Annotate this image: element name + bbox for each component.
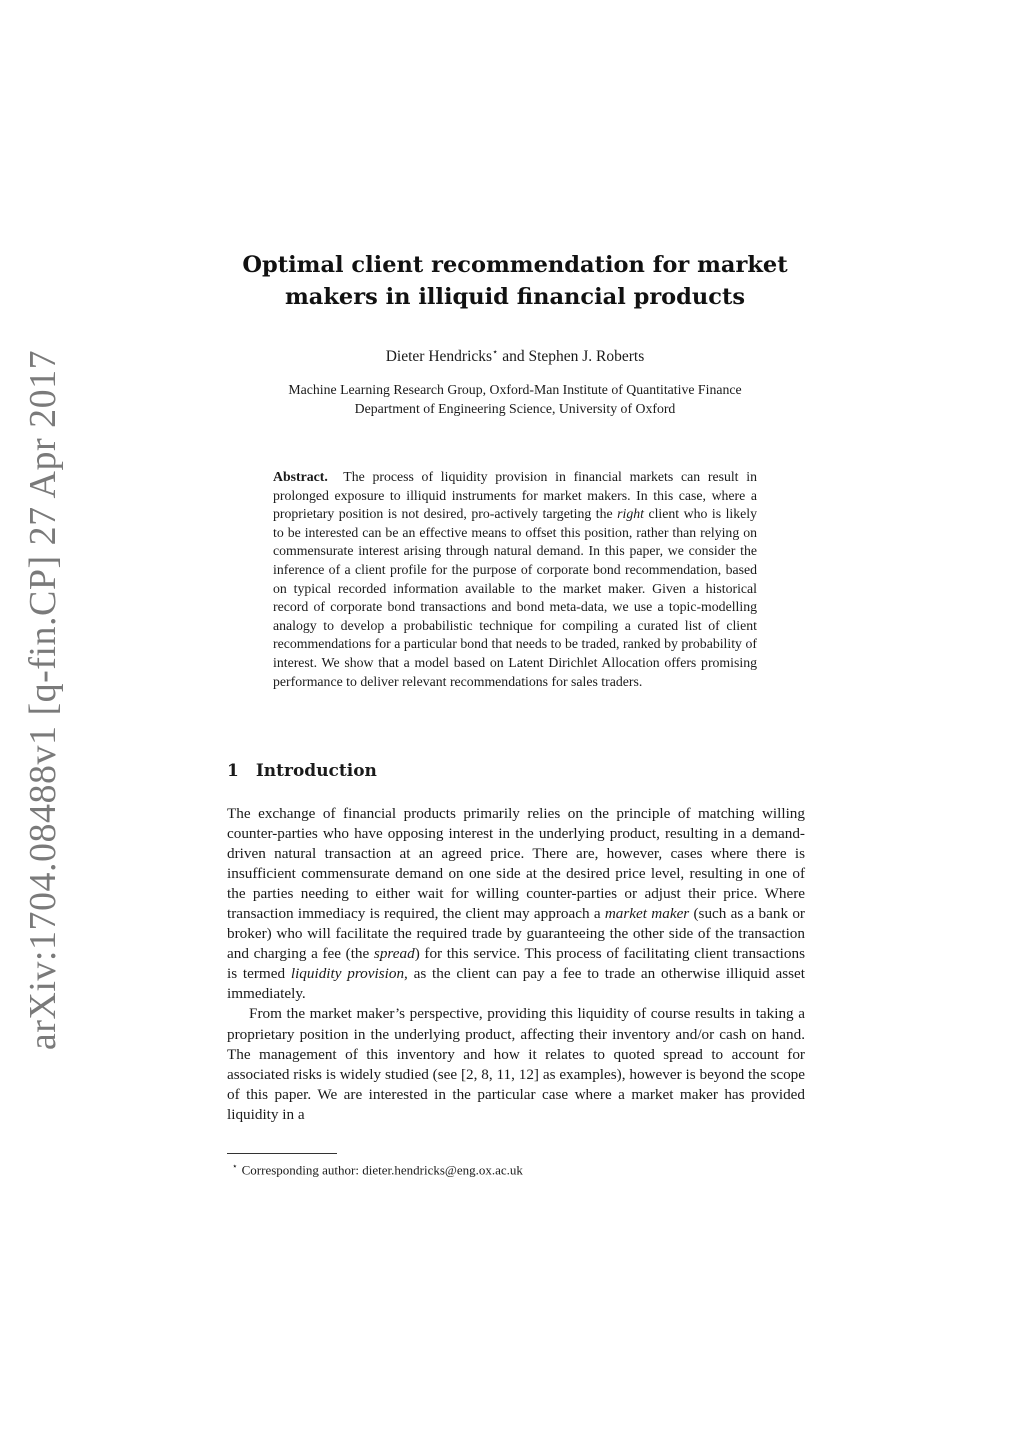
affiliation-line-2: Department of Engineering Science, University of Oxford [354, 400, 676, 416]
paragraph-1-emphasis-1: market maker [604, 905, 690, 923]
affiliation-line-1: Machine Learning Research Group, Oxford-Man Institute of Quantitative Finance [288, 382, 742, 397]
abstract-label: Abstract. [273, 469, 328, 484]
author-name-1: Dieter Hendricks [385, 348, 493, 366]
corresponding-author-marker: ⋆ [492, 347, 499, 358]
affiliation-block [200, 381, 830, 418]
paper-title-line-1: Optimal client recommendation for market [242, 252, 788, 278]
section-title: Introduction [255, 761, 377, 781]
paragraph-1-text-2: (such as a bank or broker) who will facilitate the required trade by guaranteeing the other side of the transaction and charging a fee (the [227, 905, 805, 963]
paragraph-1 [227, 804, 805, 1004]
author-list [200, 343, 830, 367]
footnote [232, 1158, 523, 1178]
paper-title [200, 249, 830, 313]
paragraph-1-text-3: ) for this service. This process of facilitating client transactions is termed [227, 945, 805, 983]
paper-title-line-2: makers in illiquid financial products [284, 284, 746, 310]
abstract-text-2: client who is likely to be interested can be an effective means to offset this position, rather than relying on commensurate interest arising through natural demand. In this paper, we consider the inference of a client profile for the purpose of corporate bond recommendation, based on typical recorded information available to the market maker. Given a historical record of corporate bond transactions and bond meta-data, we use a topic-modelling analogy to develop a probabilistic technique for compiling a curated list of client recommendations for a particular bond that needs to be traded, ranked by probability of interest. We show that a model based on Latent Dirichlet Allocation offers promising performance to deliver relevant recommendations for sales traders. [273, 506, 757, 689]
section-heading-introduction [227, 760, 377, 782]
footnote-divider [227, 1153, 337, 1154]
author-name-2: Stephen J. Roberts [528, 348, 645, 366]
paragraph-1-text-1: The exchange of financial products primarily relies on the principle of matching willing counter-parties who have opposing interest in the underlying product, resulting in a demand-driven natural transaction at an agreed price. There are, however, cases where there is insufficient commensurate demand on one side at the desired price level, resulting in one of the parties needing to either wait for willing counter-parties or adjust their price. Where transaction immediacy is required, the client may approach a [227, 805, 805, 923]
abstract-emphasis: right [617, 506, 644, 522]
author-connector: and [498, 348, 529, 366]
arxiv-identifier-stamp: arXiv:1704.08488v1 [q-fin.CP] 27 Apr 2017 [22, 349, 64, 1051]
footnote-text: Corresponding author: dieter.hendricks@eng.ox.ac.uk [241, 1162, 523, 1178]
body-text [227, 804, 805, 1125]
footnote-marker: ⋆ [232, 1161, 238, 1171]
abstract-text-1: The process of liquidity provision in financial markets can result in prolonged exposure to illiquid instruments for market makers. In this case, where a proprietary position is not desired, pro-actively targeting the [273, 469, 757, 522]
paragraph-1-text-4: , as the client can pay a fee to trade an otherwise illiquid asset immediately. [227, 965, 806, 1003]
section-number: 1 [227, 761, 239, 781]
paragraph-2: From the market maker’s perspective, providing this liquidity of course results in taking a proprietary position in the underlying product, affecting their inventory and/or cash on hand. The management of this inventory and how it relates to quoted spread to account for associated risks is widely studied (see [2, 8, 11, 12] as examples), however is beyond the scope of this paper. We are interested in the particular case where a market maker has provided liquidity in a [227, 1005, 805, 1123]
abstract [273, 468, 757, 691]
paragraph-1-emphasis-2: spread [373, 945, 415, 963]
paragraph-1-emphasis-3: liquidity provision [290, 965, 405, 983]
